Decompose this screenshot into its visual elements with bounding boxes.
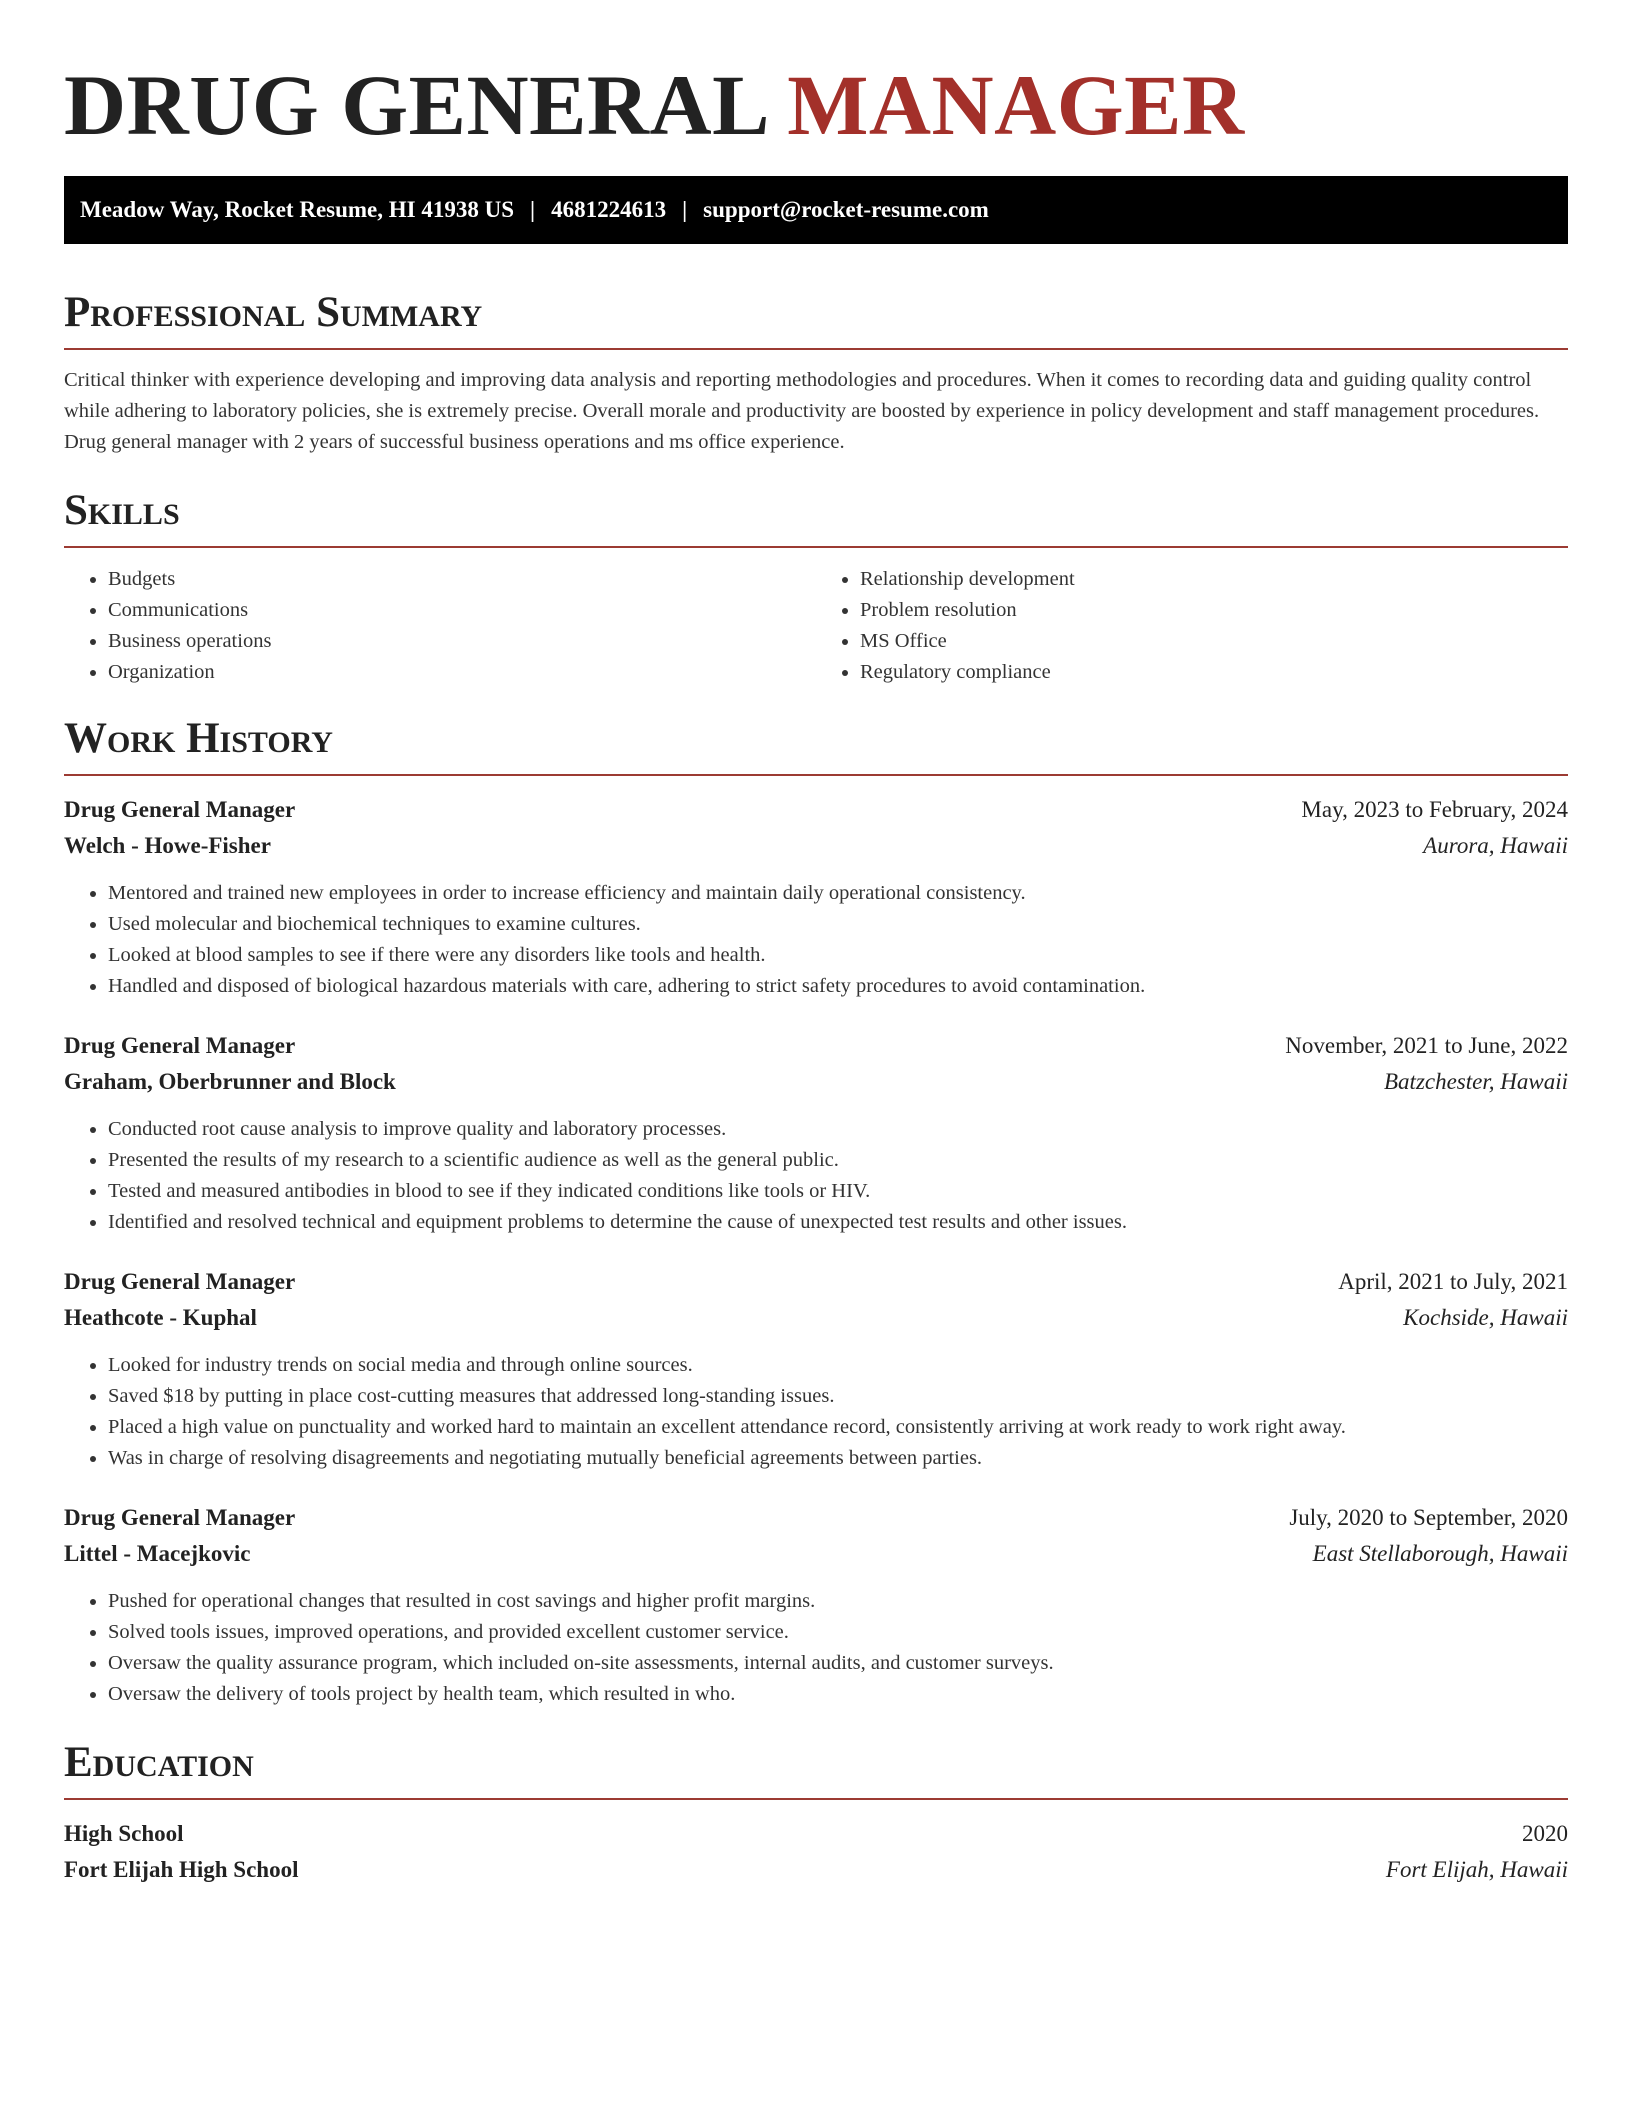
skill-item: • Organization — [108, 657, 816, 688]
contact-separator: | — [682, 197, 688, 222]
job-bullet: • Mentored and trained new employees in order to increase efficiency and maintain daily operational consistency. — [108, 878, 1568, 909]
job-bullet: • Handled and disposed of biological hazardous materials with care, adhering to strict safety procedures to avoid contamination. — [108, 971, 1568, 1002]
skill-item: • Communications — [108, 595, 816, 626]
job-location: Kochside, Hawaii — [1403, 1305, 1568, 1330]
contact-email: support@rocket-resume.com — [703, 197, 989, 222]
resume-name — [64, 55, 1568, 155]
job-title: Drug General Manager — [64, 797, 296, 822]
job-company: Littel - Macejkovic — [64, 1541, 251, 1566]
job-location: Aurora, Hawaii — [1423, 833, 1568, 858]
name-first: DRUG GENERAL — [64, 57, 766, 153]
summary-heading: Professional Summary — [64, 289, 483, 336]
skill-item: • MS Office — [860, 626, 1568, 657]
job-title: Drug General Manager — [64, 1505, 296, 1530]
job-bullet: • Conducted root cause analysis to improve quality and laboratory processes. — [108, 1114, 1568, 1145]
job-bullet: • Oversaw the delivery of tools project by health team, which resulted in who. — [108, 1679, 1568, 1710]
skill-item: • Problem resolution — [860, 595, 1568, 626]
education-heading: Education — [64, 1739, 254, 1786]
education-degree: High School — [64, 1821, 184, 1846]
job-company: Heathcote - Kuphal — [64, 1305, 257, 1330]
job-company-row — [64, 828, 1568, 864]
job-bullet: • Pushed for operational changes that resulted in cost savings and higher profit margins. — [108, 1586, 1568, 1617]
job-bullets — [64, 1586, 1568, 1710]
summary-text: Critical thinker with experience developing and improving data analysis and reporting methodologies and procedures. When it comes to recording data and guiding quality control while adhering to laboratory policies, she is extremely precise. Overall morale and productivity are boosted by experience in policy development and staff management procedures. Drug general manager with 2 years of successful business operations and ms office experience. — [64, 369, 1540, 453]
job-company-row — [64, 1536, 1568, 1572]
job-bullet: • Looked for industry trends on social media and through online sources. — [108, 1350, 1568, 1381]
education-school-row — [64, 1852, 1568, 1888]
job-bullets — [64, 1350, 1568, 1474]
job-bullets — [64, 878, 1568, 1002]
education-year: 2020 — [1522, 1821, 1568, 1846]
job-location: Batzchester, Hawaii — [1384, 1069, 1568, 1094]
contact-phone: 4681224613 — [551, 197, 667, 222]
name-last: MANAGER — [787, 57, 1245, 153]
section-divider — [64, 546, 1568, 548]
contact-separator: | — [530, 197, 536, 222]
job-company-row — [64, 1300, 1568, 1336]
section-divider — [64, 348, 1568, 350]
job-header-row — [64, 1264, 1568, 1300]
job-entry — [64, 1028, 1568, 1238]
job-bullet: • Looked at blood samples to see if there were any disorders like tools and health. — [108, 940, 1568, 971]
job-bullet: • Presented the results of my research to a scientific audience as well as the general public. — [108, 1145, 1568, 1176]
skills-column-left — [64, 564, 816, 688]
contact-address: Meadow Way, Rocket Resume, HI 41938 US — [80, 197, 515, 222]
contact-bar — [64, 176, 1568, 244]
job-bullet: • Tested and measured antibodies in blood to see if they indicated conditions like tools or HIV. — [108, 1176, 1568, 1207]
skills-heading: Skills — [64, 487, 180, 534]
job-bullet: • Placed a high value on punctuality and worked hard to maintain an excellent attendance record, consistently arriving at work ready to work right away. — [108, 1412, 1568, 1443]
job-bullets — [64, 1114, 1568, 1238]
job-company: Welch - Howe-Fisher — [64, 833, 271, 858]
job-header-row — [64, 792, 1568, 828]
job-bullet: • Solved tools issues, improved operations, and provided excellent customer service. — [108, 1617, 1568, 1648]
skills-column-right — [816, 564, 1568, 688]
skill-item: • Regulatory compliance — [860, 657, 1568, 688]
job-header-row — [64, 1028, 1568, 1064]
job-entry — [64, 1500, 1568, 1710]
job-entry — [64, 792, 1568, 1002]
job-location: East Stellaborough, Hawaii — [1312, 1541, 1568, 1566]
education-school: Fort Elijah High School — [64, 1857, 299, 1882]
section-divider — [64, 774, 1568, 776]
job-bullet: • Oversaw the quality assurance program, which included on-site assessments, internal audits, and customer surveys. — [108, 1648, 1568, 1679]
job-dates: April, 2021 to July, 2021 — [1338, 1269, 1568, 1294]
skill-item: • Business operations — [108, 626, 816, 657]
job-company-row — [64, 1064, 1568, 1100]
job-bullet: • Used molecular and biochemical techniques to examine cultures. — [108, 909, 1568, 940]
skills-grid — [64, 564, 1568, 688]
education-degree-row — [64, 1816, 1568, 1852]
section-divider — [64, 1798, 1568, 1800]
work-history-heading: Work History — [64, 715, 333, 762]
job-entry — [64, 1264, 1568, 1474]
job-title: Drug General Manager — [64, 1269, 296, 1294]
education-entry — [64, 1816, 1568, 1888]
job-title: Drug General Manager — [64, 1033, 296, 1058]
job-company: Graham, Oberbrunner and Block — [64, 1069, 396, 1094]
job-bullet: • Identified and resolved technical and equipment problems to determine the cause of unexpected test results and other issues. — [108, 1207, 1568, 1238]
skill-item: • Budgets — [108, 564, 816, 595]
job-bullet: • Was in charge of resolving disagreements and negotiating mutually beneficial agreements between parties. — [108, 1443, 1568, 1474]
job-header-row — [64, 1500, 1568, 1536]
education-location: Fort Elijah, Hawaii — [1385, 1857, 1568, 1882]
skill-item: • Relationship development — [860, 564, 1568, 595]
job-bullet: • Saved $18 by putting in place cost-cutting measures that addressed long-standing issues. — [108, 1381, 1568, 1412]
job-dates: May, 2023 to February, 2024 — [1301, 797, 1568, 822]
job-dates: July, 2020 to September, 2020 — [1289, 1505, 1568, 1530]
job-dates: November, 2021 to June, 2022 — [1285, 1033, 1568, 1058]
